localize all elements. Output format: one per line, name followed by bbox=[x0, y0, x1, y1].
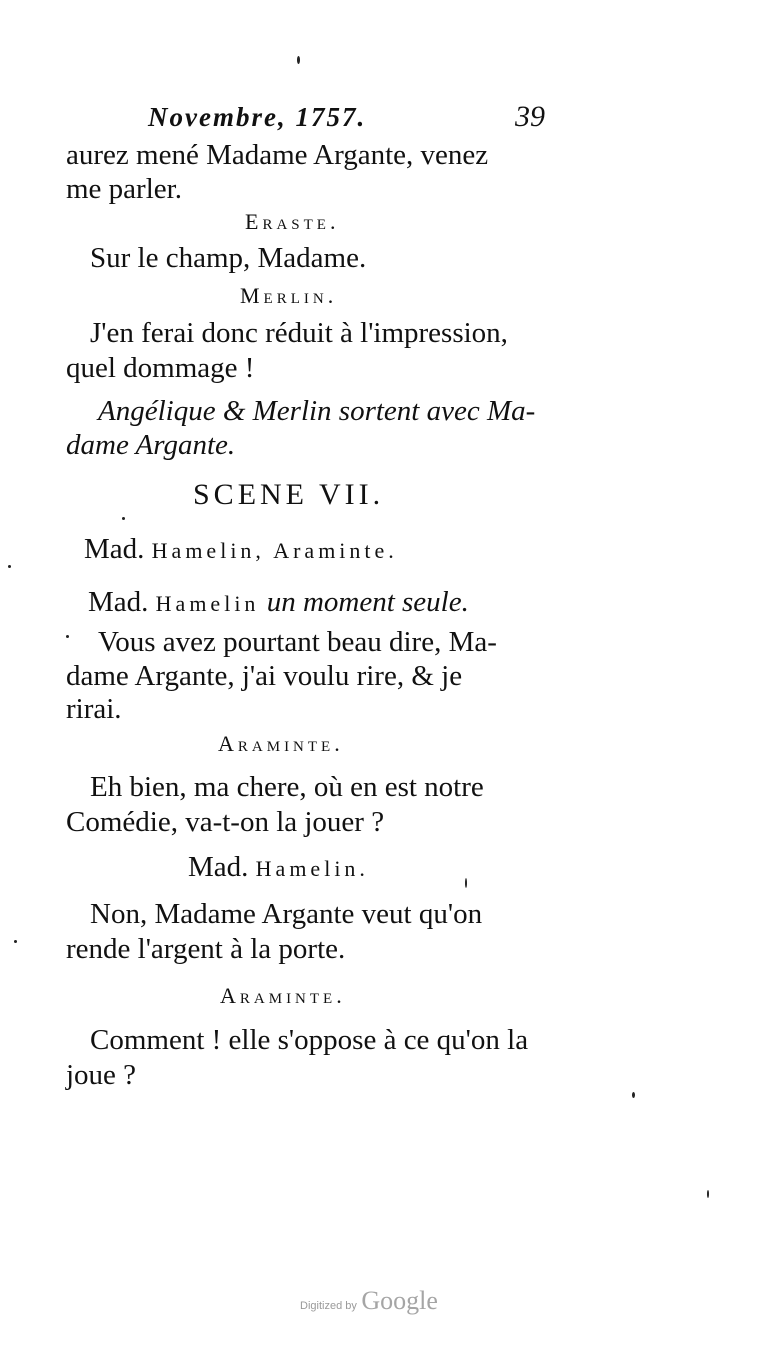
speaker-name: Eraste. bbox=[245, 209, 340, 234]
text-line: me parler. bbox=[66, 173, 182, 205]
speaker-name: Hamelin bbox=[155, 591, 260, 616]
text-line: Sur le champ, Madame. bbox=[90, 242, 367, 274]
text-line: Vous avez pourtant beau dire, Ma- bbox=[98, 626, 497, 658]
text-line: Comment ! elle s'oppose à ce qu'on la bbox=[90, 1024, 529, 1056]
watermark-prefix: Digitized by bbox=[300, 1300, 357, 1312]
cast-list bbox=[84, 532, 398, 568]
speaker-line bbox=[88, 585, 469, 621]
digitized-watermark bbox=[300, 1286, 438, 1316]
scan-speck bbox=[122, 517, 125, 520]
scene-heading: SCENE VII. bbox=[193, 478, 385, 511]
speaker-prefix: Mad. bbox=[188, 851, 256, 883]
speaker-name: Hamelin. bbox=[255, 856, 369, 881]
running-head-title: Novembre, 1757. bbox=[148, 102, 367, 132]
scan-speck bbox=[465, 878, 467, 888]
scan-speck bbox=[707, 1190, 709, 1198]
text-line: aurez mené Madame Argante, venez bbox=[66, 139, 489, 171]
scan-speck bbox=[14, 940, 17, 943]
cast-prefix: Mad. bbox=[84, 533, 152, 565]
speaker-name: Araminte. bbox=[218, 731, 344, 756]
cast-names: Hamelin, Araminte. bbox=[151, 538, 398, 563]
watermark-brand: Google bbox=[361, 1286, 438, 1315]
speaker-name: Araminte. bbox=[220, 983, 346, 1008]
scan-speck bbox=[8, 565, 11, 568]
speaker-prefix: Mad. bbox=[88, 586, 156, 618]
text-line: rirai. bbox=[66, 693, 122, 725]
scan-speck bbox=[632, 1092, 635, 1098]
stage-direction: dame Argante. bbox=[66, 429, 236, 461]
text-line: rende l'argent à la porte. bbox=[66, 933, 346, 965]
text-line: Eh bien, ma chere, où en est notre bbox=[90, 771, 484, 803]
scan-speck bbox=[297, 56, 300, 64]
scan-speck bbox=[66, 635, 69, 638]
speaker-line bbox=[188, 850, 369, 886]
text-line: dame Argante, j'ai voulu rire, & je bbox=[66, 660, 463, 692]
stage-direction: un moment seule. bbox=[259, 586, 469, 618]
speaker-name: Merlin. bbox=[240, 283, 338, 308]
page-number: 39 bbox=[515, 100, 545, 133]
stage-direction: Angélique & Merlin sortent avec Ma- bbox=[98, 395, 536, 427]
text-line: quel dommage ! bbox=[66, 352, 255, 384]
text-line: J'en ferai donc réduit à l'impression, bbox=[90, 317, 508, 349]
text-line: Non, Madame Argante veut qu'on bbox=[90, 898, 483, 930]
text-line: Comédie, va-t-on la jouer ? bbox=[66, 806, 385, 838]
text-line: joue ? bbox=[66, 1059, 137, 1091]
